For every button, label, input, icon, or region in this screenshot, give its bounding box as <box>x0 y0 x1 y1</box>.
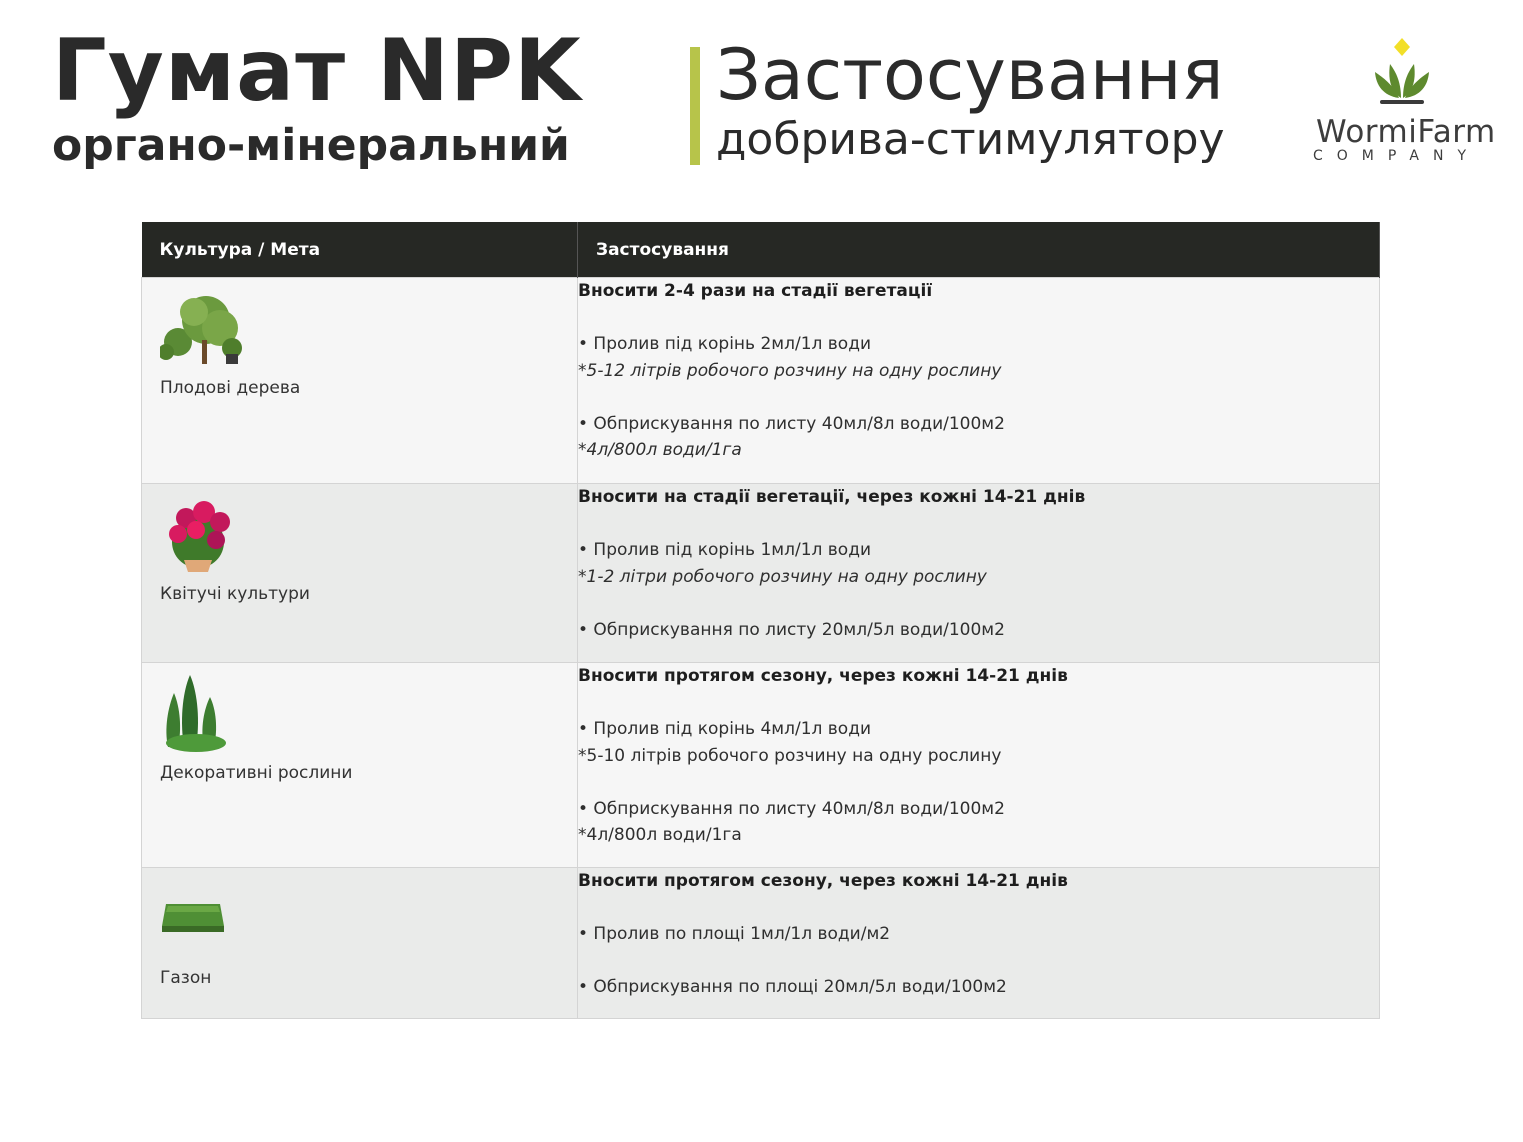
crop-label: Плодові дерева <box>160 378 301 398</box>
table-row <box>142 484 1380 663</box>
section-heading: Застосування <box>716 34 1224 116</box>
conifer-shrubs-icon <box>160 673 232 753</box>
crop-cell <box>142 868 578 1019</box>
flower-pot-icon <box>160 496 240 576</box>
application-line: *4л/800л води/1га <box>578 825 742 845</box>
table-row <box>142 278 1380 484</box>
crop-label: Газон <box>160 968 212 988</box>
crop-label: Квітучі культури <box>160 584 310 604</box>
table-row <box>142 663 1380 868</box>
application-line: • Пролив під корінь 4мл/1л води <box>578 719 872 739</box>
table-header-row <box>142 222 1380 278</box>
application-line: *1-2 літри робочого розчину на одну рослину <box>578 566 987 587</box>
application-cell <box>578 868 1380 1019</box>
application-title: Вносити 2-4 рази на стадії вегетації <box>578 281 933 301</box>
sprout-logo-icon <box>1372 36 1432 108</box>
application-title: Вносити протягом сезону, через кожні 14-21 днів <box>578 666 1068 686</box>
logo-wordmark: WormiFarm <box>1316 114 1496 150</box>
application-line: • Обприскування по листу 40мл/8л води/100м2 <box>578 413 1005 434</box>
application-table <box>141 222 1380 1019</box>
company-logo <box>1308 36 1498 166</box>
application-title: Вносити протягом сезону, через кожні 14-21 днів <box>578 871 1068 891</box>
product-title: Гумат NPK <box>52 21 582 121</box>
section-subheading: добрива-стимулятору <box>716 114 1225 165</box>
application-cell <box>578 663 1380 868</box>
application-cell <box>578 484 1380 663</box>
crop-cell <box>142 484 578 663</box>
application-line: • Пролив по площі 1мл/1л води/м2 <box>578 924 891 944</box>
crop-label: Декоративні рослини <box>160 763 353 783</box>
lawn-turf-icon <box>160 898 226 934</box>
column-header-application: Застосування <box>578 222 1380 278</box>
application-line: *5-12 літрів робочого розчину на одну рослину <box>578 360 1002 381</box>
accent-divider <box>690 47 700 165</box>
column-header-crop: Культура / Мета <box>142 222 578 278</box>
logo-company-text: COMPANY <box>1313 148 1481 164</box>
crop-cell <box>142 663 578 868</box>
application-line: • Пролив під корінь 1мл/1л води <box>578 540 872 560</box>
application-line: • Обприскування по площі 20мл/5л води/100м2 <box>578 977 1007 997</box>
application-line: • Пролив під корінь 2мл/1л води <box>578 334 872 354</box>
application-title: Вносити на стадії вегетації, через кожні 14-21 днів <box>578 487 1086 507</box>
product-subtitle: органо-мінеральний <box>52 120 570 171</box>
fruit-tree-icon <box>160 292 244 366</box>
application-line: *4л/800л води/1га <box>578 440 742 460</box>
application-line: • Обприскування по листу 20мл/5л води/100м2 <box>578 619 1005 640</box>
application-line: • Обприскування по листу 40мл/8л води/100м2 <box>578 798 1005 819</box>
application-line: *5-10 літрів робочого розчину на одну рослину <box>578 745 1002 766</box>
crop-cell <box>142 278 578 484</box>
table-row <box>142 868 1380 1019</box>
application-cell <box>578 278 1380 484</box>
